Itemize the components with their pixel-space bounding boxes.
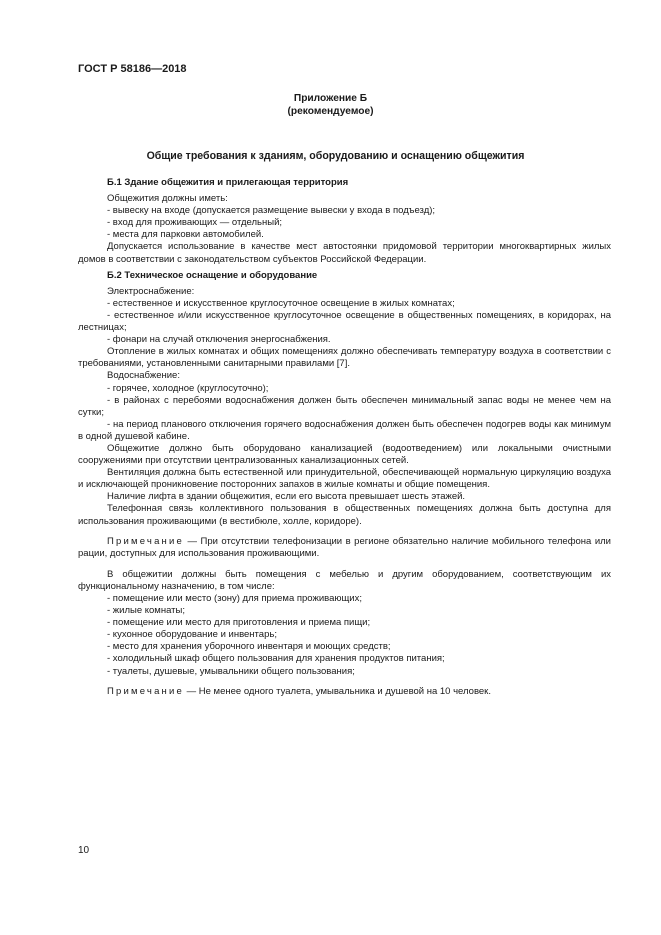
list-item: - естественное и искусственное круглосуточное освещение в жилых комнатах;: [107, 297, 455, 309]
paragraph: Вентиляция должна быть естественной или принудительной, обеспечивающей нормальную циркуляцию воздуха и исключающей проникновение посторонних запахов в жилые комнаты и общие помещения.: [78, 467, 611, 491]
note-text: — При отсутствии телефонизации в регионе обязательно наличие мобильного телефона или рации, доступных для использования проживающими.: [78, 535, 611, 559]
note-label: Примечание: [107, 685, 184, 697]
list-item: - помещение или место для приготовления и приема пищи;: [107, 617, 371, 629]
note-telephone: [78, 536, 611, 560]
list-item: - кухонное оборудование и инвентарь;: [107, 629, 277, 641]
list-item: - места для парковки автомобилей.: [107, 229, 264, 241]
paragraph: Электроснабжение:: [107, 285, 195, 297]
document-title: Общие требования к зданиям, оборудованию и оснащению общежития: [146, 150, 525, 162]
list-item: - помещение или место (зону) для приема проживающих;: [107, 593, 363, 604]
document-body: [78, 177, 611, 707]
section-heading-b2: Б.2 Техническое оснащение и оборудование: [107, 269, 318, 281]
list-item: - место для хранения уборочного инвентаря и моющих средств;: [107, 641, 391, 653]
list-item: - на период планового отключения горячего водоснабжения должен быть обеспечен подогрев воды как минимум в одной душевой кабине.: [78, 418, 611, 442]
section-heading-b1: Б.1 Здание общежития и прилегающая территория: [107, 177, 349, 188]
note-facilities: [78, 686, 611, 698]
appendix-subtitle: (рекомендуемое): [287, 106, 374, 117]
paragraph: Наличие лифта в здании общежития, если его высота превышает шесть этажей.: [107, 491, 466, 503]
note-label: Примечание: [107, 535, 184, 547]
page-number: 10: [78, 845, 90, 856]
list-item: - естественное и/или искусственное круглосуточное освещение в общественных помещениях, в коридорах, на лестницах;: [78, 309, 611, 334]
paragraph: В общежитии должны быть помещения с мебелью и другим оборудованием, соответствующим их функциональному назначению, в том числе:: [78, 568, 611, 592]
list-item: - вывеску на входе (допускается размещение вывески у входа в подъезд);: [107, 205, 436, 217]
list-item: - горячее, холодное (круглосуточно);: [107, 382, 269, 394]
list-item: - жилые комнаты;: [107, 605, 185, 617]
list-item: - туалеты, душевые, умывальники общего пользования;: [107, 665, 355, 677]
appendix-title: Приложение Б: [293, 93, 368, 104]
paragraph: Водоснабжение:: [107, 370, 180, 382]
list-item: - холодильный шкаф общего пользования для хранения продуктов питания;: [107, 653, 445, 665]
note-text: — Не менее одного туалета, умывальника и душевой на 10 человек.: [184, 685, 491, 697]
list-item: - фонари на случай отключения энергоснабжения.: [107, 334, 331, 346]
paragraph: Общежития должны иметь:: [107, 193, 228, 205]
paragraph: Отопление в жилых комнатах и общих помещениях должно обеспечивать температуру воздуха в соответствии с требованиями, установленными санитарными правилами [7].: [78, 346, 611, 370]
list-item: - в районах с перебоями водоснабжения должен быть обеспечен минимальный запас воды не менее чем на сутки;: [78, 394, 611, 418]
paragraph: Общежитие должно быть оборудовано канализацией (водоотведением) или локальными очистными сооружениями при отсутствии централизованных канализационных сетей.: [78, 442, 611, 467]
list-item: - вход для проживающих — отдельный;: [107, 217, 283, 229]
paragraph: Допускается использование в качестве мест автостоянки придомовой территории многоквартирных жилых домов в соответствии с законодательством субъектов Российской Федерации.: [78, 241, 611, 265]
paragraph: Телефонная связь коллективного пользования в общественных помещениях должна быть доступна для использования проживающими (в вестибюле, холле, коридоре).: [78, 503, 611, 527]
standard-header: ГОСТ Р 58186—2018: [78, 63, 187, 75]
